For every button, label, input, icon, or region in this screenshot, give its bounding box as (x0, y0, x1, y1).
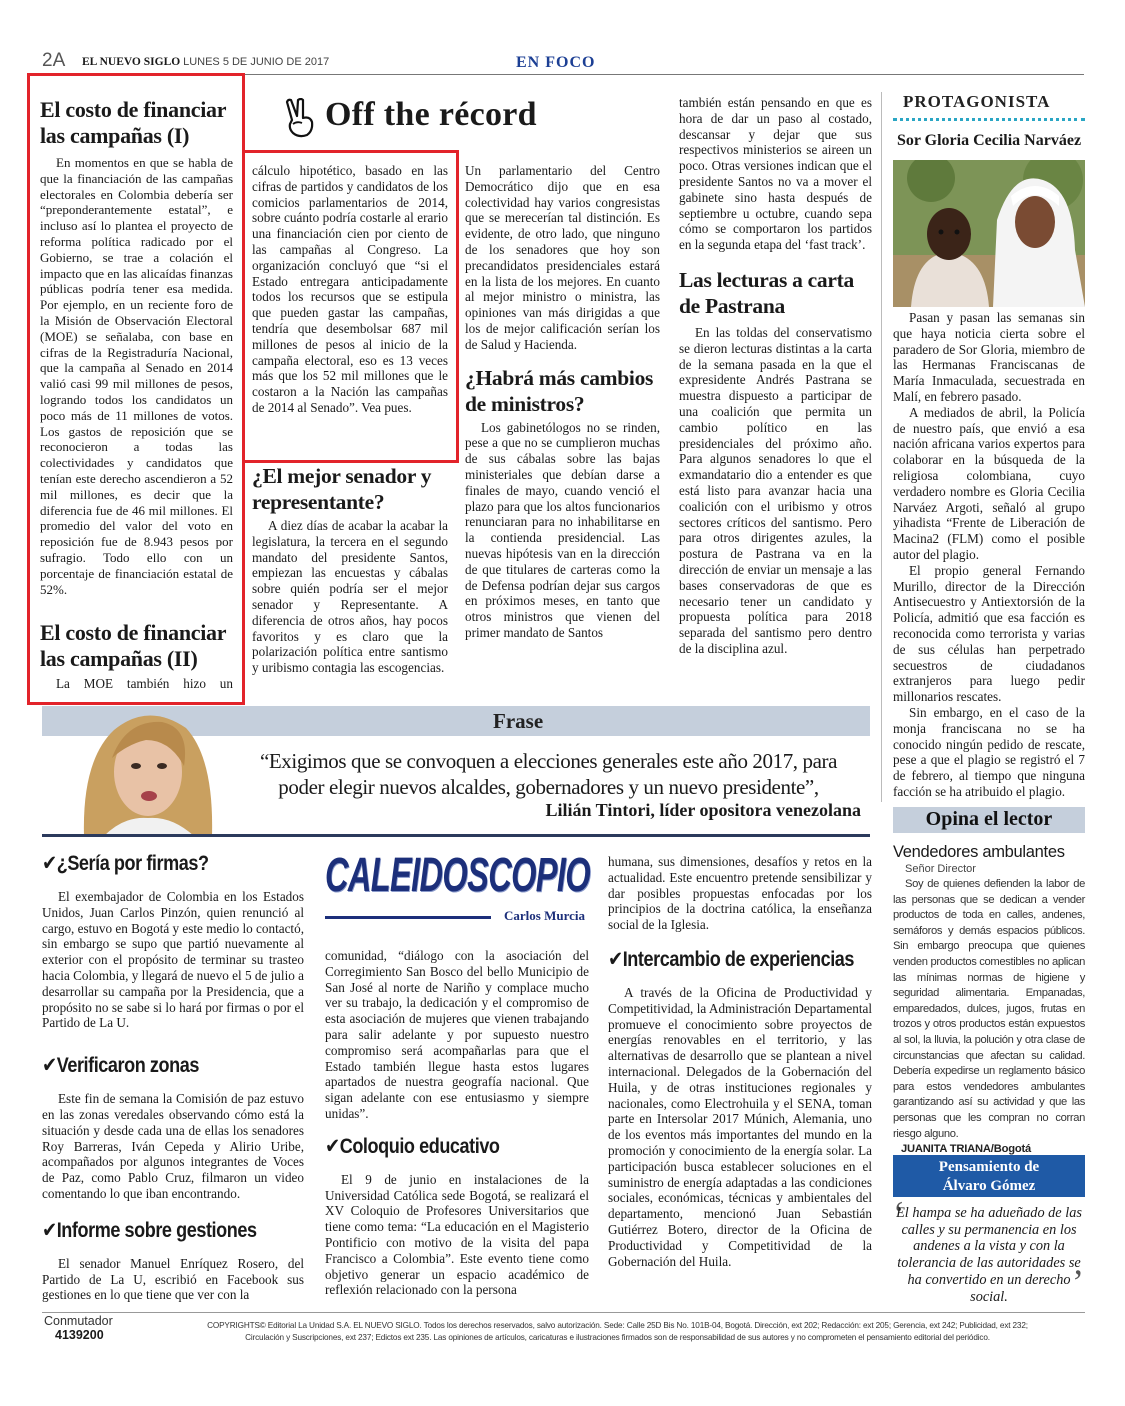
article-costo-2 (40, 620, 233, 692)
intercambio-title: ✔Intercambio de experiencias (608, 947, 855, 971)
informe-gestiones-continued: comunidad, “diálogo con la asociación del Corregimiento San Bosco del bello Municipio de San José al norte de Nariño y complace mucho ver su trabajo, la dedicación y el compromiso de esta asociación de mujeres que vienen trabajando para salir adelante y por supuesto nuestro compromiso será acompañarlas para que el Estado también llegue hasta estos lugares apartados de nuestra geografía nacional. Que sigan adelante con ese entusiasmo y siempre unidas”. (325, 948, 589, 1121)
protagonista-p2: A mediados de abril, la Policía de nuestro país, que envió a esa nación africana varios expertos para colaborar en la búsqueda de la religiosa colombiana, cuyo verdadero nombre es Gloria Cecilia Narváez Argoti, señaló al grupo yihadista “Frente de Liberación de Macina2 (FLM) como el posible autor del plagio. (893, 404, 1085, 562)
article-costo-1-body: En momentos en que se habla de que la financiación de las campañas electorales en Colombia debería ser “preponderantemente estatal”, e incluso así lo plantea el proyecto de reforma política radicado por el Gobierno, se trae a colación el impacto que en las alicaídas finanzas públicas podría tener esa medida. Por ejemplo, en un reciente foro de la Misión de Observación Electoral (MOE) se señalaba, con base en cifras de la Registraduría Nacional, que la campaña al Senado en 2014 valió casi 99 mil millones de pesos, logrando todos los candidatos un poco más de 11 millones de votos. Los gastos de reposición que se reconocieron a todas las colectividades y candidatos que tenían este derecho ascendieron a 52 mil millones, es decir que la diferencia fue de 46 mil millones. El promedio del valor del voto en reposición fue de 8.943 pesos por sufragio. Todo ello con un porcentaje de financiación estatal de 52%. (40, 155, 233, 597)
frase-bottom-rule (42, 834, 870, 837)
pensamiento-header: Pensamiento de Álvaro Gómez (893, 1155, 1085, 1197)
opina-salutation: Señor Director (905, 863, 976, 875)
protagonista-photo (893, 160, 1085, 307)
verificaron-zonas-title: ✔Verificaron zonas (42, 1054, 199, 1078)
article-costo-2-lead: La MOE también hizo un (56, 676, 233, 691)
footer-copyright (150, 1320, 1085, 1343)
caleidoscopio-underline (325, 916, 491, 919)
protagonista-p1: Pasan y pasan las semanas sin que haya noticia cierta sobre el paradero de Sor Gloria, miembro de las Hermanas Franciscanas de María Inmaculada, secuestrada en Malí, en febrero pasado. (893, 310, 1085, 404)
coloquio-title: ✔Coloquio educativo (325, 1134, 500, 1158)
dotted-rule (893, 118, 1085, 121)
caleido-col-1 (42, 851, 304, 1303)
off-record-header (283, 96, 613, 140)
issue-date: LUNES 5 DE JUNIO DE 2017 (183, 56, 330, 68)
opina-label: Opina el lector (925, 808, 1053, 830)
caleido-col-3 (608, 854, 872, 1269)
pensamiento-quote: El hampa se ha adueñado de las calles y su permanencia en los andenes a la vista y con la tolerancia de las autoridades se ha convertido en un derecho social. (896, 1205, 1082, 1305)
check-icon: ✔ (42, 1218, 57, 1242)
check-icon: ✔ (608, 947, 623, 971)
conmutador-label: Conmutador (44, 1314, 113, 1328)
article-mejor-senador-title: ¿El mejor senador y representante? (252, 464, 432, 514)
footer-rule (42, 1312, 1085, 1313)
frase-label: Frase (493, 709, 544, 733)
article-cambios-ministros-body: Los gabinetólogos no se rinden, pese a que no se cumplieron muchas de sus cábalas sobre las bajas ministeriales que debían darse a finales de mayo, cuando venció el plazo para que los altos funcionarios renunciaran para no inhabilitarse en la contienda presidencial. Las nuevas hipótesis van en la dirección de que titulares de carteras como la de Defensa podrían dejar sus cargos en próximos meses, en tanto que otros ministros que vienen del primer mandato de Santos (465, 419, 660, 640)
seria-firmas-body: El exembajador de Colombia en los Estados Unidos, Juan Carlos Pinzón, quien renunció al cargo, estuvo en Bogotá y este medio lo contactó, sin embargo se supo que partió nuevamente al exterior con el propósito de terminar su trasteo hacia Colombia, y llegará de nuevo el 5 de julio a desarrollar su campaña por la Presidencia, que a propósito no se sabe si lo hará por firmas o por el Partido de La U. (42, 889, 304, 1031)
frase-author: Lilián Tintori, líder opositora venezolana (545, 800, 861, 820)
article-mejor-senador-body: A diez días de acabar la acabar la legislatura, la tercera en el segundo mandato del presidente Santos, empiezan las encuestas y cábalas sobre quién podría ser el mejor senador y Representante. A diferencia de otros años, hay pocos favoritos y es claro que la polarización política entre santismo y uribismo contagia las escogencias. (252, 518, 448, 676)
check-icon: ✔ (325, 1134, 340, 1158)
off-record-title: Off the récord (325, 96, 537, 133)
article-costo-1 (40, 97, 233, 597)
footer-line-2: Circulación y Suscripciones, ext 237; Edictos ext 235. Las opiniones de artículos, caricaturas e ilustraciones firmados son de responsabilidad de sus autores y no comprometen el pensamiento editorial del periódico. (245, 1332, 990, 1342)
paper-name: EL NUEVO SIGLO (82, 56, 181, 68)
intercambio-body: A través de la Oficina de Productividad y Competitividad, la Administración Departamental promueve el conocimiento sobre proyectos de energías renovables en el territorio, y las alternativas de desarrollo que se plantean a nivel internacional. Delegados de la Gobernación del Huila, y de otras instituciones regionales y nacionales, como Electrohuila y el SENA, toman parte en Intersolar 2017 Múnich, Alemania, uno de los eventos más importantes del mundo en la promoción y conocimiento de la energía solar. La participación busca establecer soluciones en el suministro de energía adaptadas a las condiciones sociales, económicas, técnicas y ambientales del departamento, mencionó Juan Sebastián Gutiérrez Botero, director de la Oficina de Productividad y Competitividad de la Gobernación del Huila. (608, 984, 872, 1269)
conmutador-number: 4139200 (55, 1328, 104, 1342)
frase-portrait (44, 700, 244, 836)
protagonista-label: PROTAGONISTA (903, 92, 1051, 111)
opina-signature: JUANITA TRIANA/Bogotá (901, 1143, 1032, 1156)
photo-illustration (893, 160, 1085, 307)
article-cambios-ministros-continued: también están pensando en que es hora de dar un paso al costado, descansar y dejar que sus respectivos ministerios se aireen un poco. Otras versiones indican que el presidente Santos no va a mover el gabinete sino hasta después de septiembre u octubre, cuando sepa cómo se comportaron los partidos en la segunda etapa del ‘fast track’. (679, 95, 872, 253)
caleidoscopio-masthead (325, 848, 590, 928)
page-number: 2A (42, 50, 66, 71)
opina-text: Soy de quienes defienden la labor de las personas que se dedican a vender productos de toda en calles, andenes, semáforos y demás espacios públicos. Sin embargo preocupa que quienes venden productos comestibles no aplican las mínimas normas de higiene y seguridad alimentaria. Empanadas, emparedados, dulces, jugos, frutas en trozos y otros productos están expuestos al sol, la lluvia, la polución y otra clase de circunstancias que afectan su calidad. Debería expedirse un reglamento básico para estos vendedores ambulantes garantizando así su actividad y que las personas que les compran no corran riesgo alguno. (893, 878, 1085, 1140)
informe-gestiones-title: ✔Informe sobre gestiones (42, 1218, 257, 1242)
informe-gestiones-body: El senador Manuel Enríquez Rosero, del Partido de La U, escribió en Facebook sus gestiones en lo que tiene que ver con la (42, 1255, 304, 1303)
article-lecturas-body: En las toldas del conservatismo se dieron lecturas distintas a la carta de la semana pasada en la que el expresidente Andrés Pastrana se muestra dispuesto a participar de una coalición que permita un cambio político en las presidenciales del próximo año. Para algunos senadores lo que el exmandatario dio a entender es que está listo para avanzar hacia una coalición con el uribismo y otros sectores críticos del santismo. Pero para otros dirigentes azules, la postura de Pastrana va en la dirección de enviar un mensaje a las bases conservadoras de que es necesario tener un candidato y propuesta política para 2018 separada del santismo pero dentro de la disciplina azul. (679, 324, 872, 656)
protagonista-body (893, 310, 1085, 800)
article-costo-2-continued: cálculo hipotético, basado en las cifras de partidos y candidatos de los comicios parlamentarios de 2014, sobre cuánto podría costarle al erario una financiación cien por ciento de las campañas al Congreso. La organización concluyó que “si el Estado entregara anticipadamente todos los recursos que se estipula que pueden gastar las campañas, tendría que desembolsar 687 mil millones de pesos al inicio de la campaña electoral, eso es 13 veces más que los 52 mil millones que le costaron a la Nación las campañas de 2014 al Senado”. Vea pues. (252, 163, 448, 415)
caleido-col-2 (325, 948, 589, 1298)
coloquio-continued: humana, sus dimensiones, desafíos y retos en la actualidad. Este encuentro pretende sensibilizar y dar posibles propuestas enfocadas por los principios de la doctrina católica, la enseñanza social de la Iglesia. (608, 854, 872, 933)
victory-hand-icon (283, 98, 317, 138)
quote-close-icon: ’ (1072, 1262, 1084, 1302)
section-label: EN FOCO (516, 54, 596, 71)
opina-title: Vendedores ambulantes (893, 843, 1065, 861)
opina-body (893, 877, 1085, 1158)
column-4 (679, 95, 872, 657)
verificaron-zonas-body: Este fin de semana la Comisión de paz estuvo en las zonas veredales observando cómo está la situación y desde cada una de ellas los senadores Roy Barreras, Iván Cepeda y Alirio Uribe, acompañados por algunos integrantes de Voces de Paz, como Pablo Cruz, filmaron un video comentando lo que iban encontrando. (42, 1091, 304, 1201)
article-mejor-senador-continued: Un parlamentario del Centro Democrático dijo que en esa colectividad hay varios congresistas que se merecerían tal distinción. Es evidente, de otro lado, que ninguno de los senadores que hoy son precandidatos presidenciales estará en la lista de los mejores. En cuanto al mejor ministro o ministra, las opiniones van más dirigidas a que los de mejor calificación serían los de Salud y Hacienda. (465, 163, 660, 352)
protagonista-p4: Sin embargo, en el caso de la monja franciscana no se ha conocido ningún pedido de rescate, pese a que el plagio se registró el 7 de febrero, al tiempo que ninguna facción se ha atribuido el plagio. (893, 704, 1085, 799)
check-icon: ✔ (42, 852, 57, 875)
coloquio-body: El 9 de junio en instalaciones de la Universidad Católica sede Bogotá, se realizará el XV Coloquio de Profesores Universitarios que tiene como tema: “La educación en el Magisterio Pontificio con motivo de la visita del papa Francisco a Colombia”. Este evento tiene como objetivo generar un espacio académico de reflexión relacionado con la persona (325, 1171, 589, 1298)
article-costo-2-title: El costo de financiar las campañas (II) (40, 620, 226, 671)
check-icon: ✔ (42, 1054, 57, 1078)
sidebar-divider (881, 92, 882, 802)
caleidoscopio-author: Carlos Murcia (504, 908, 585, 923)
article-lecturas-title: Las lecturas a carta de Pastrana (679, 267, 854, 318)
article-mejor-senador (252, 463, 448, 676)
protagonista-p3: El propio general Fernando Murillo, director de la Dirección Antisecuestro y Antiextorsión de la Policía, admitió que esa facción es reconocida como terrorista y varias de sus células han perpetrado secuestros de ciudadanos extranjeros para luego pedir millonarios rescates. (893, 562, 1085, 705)
column-3 (465, 163, 660, 641)
caleidoscopio-title: CALEIDOSCOPIO (325, 849, 590, 902)
portrait-illustration (44, 700, 244, 836)
protagonista-name: Sor Gloria Cecilia Narváez (896, 132, 1082, 149)
seria-firmas-title: ✔¿Sería por firmas? (42, 852, 209, 875)
frase-quote: “Exigimos que se convoquen a elecciones generales este año 2017, para poder elegir nuevos alcaldes, gobernadores y un nuevo presidente”, (259, 749, 838, 799)
masthead (82, 56, 329, 68)
footer-line-1: COPYRIGHTS© Editorial La Unidad S.A. EL NUEVO SIGLO. Todos los derechos reservados, salvo autorización. Sede: Calle 25D Bis No. 101B-04, Bogotá. Dirección, ext 202; Redacción: ext 205; Gerencia, ext 242; Publicidad, ext 232; (207, 1321, 1028, 1330)
article-cambios-ministros-title: ¿Habrá más cambios de ministros? (465, 365, 654, 416)
article-costo-1-title: El costo de financiar las campañas (I) (40, 97, 226, 148)
quote-open-icon: ‘ (893, 1194, 905, 1234)
